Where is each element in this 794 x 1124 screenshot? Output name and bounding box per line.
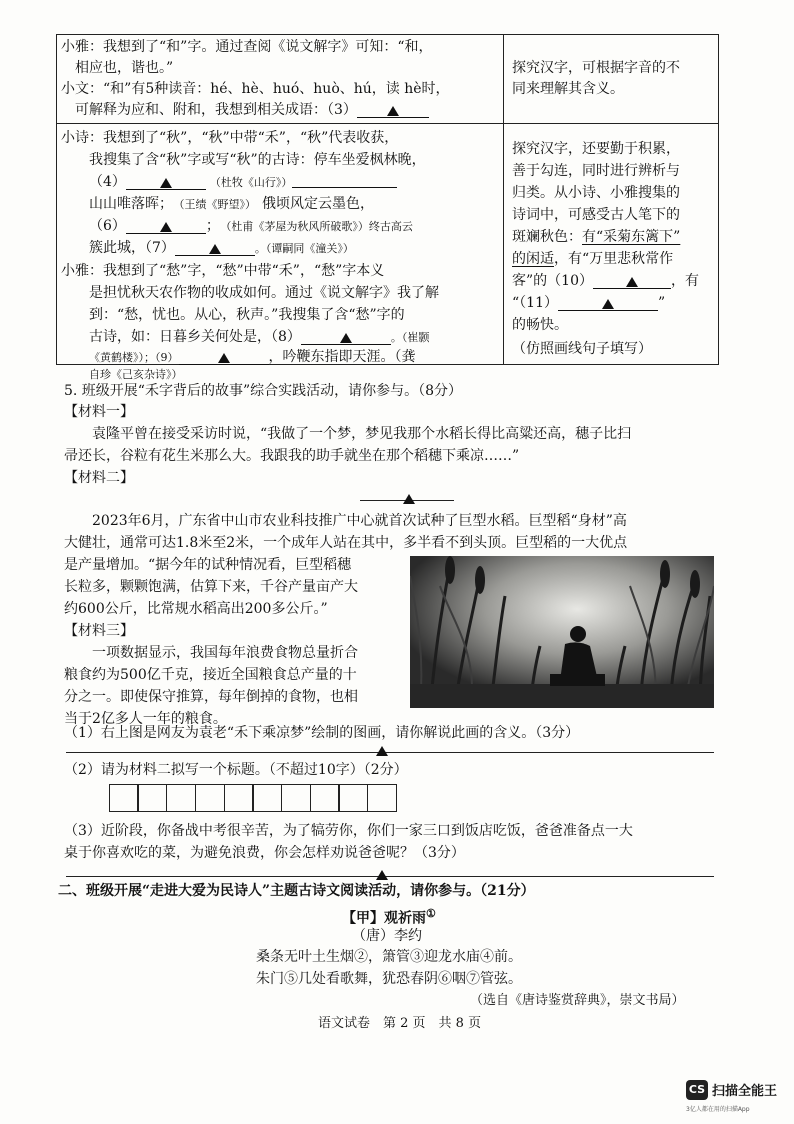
q5-sub2: （2）请为材料二拟写一个标题。（不超过10字）（2分） [64,762,408,778]
note-text: 客”的（10） [512,273,593,289]
answer-blank-9[interactable] [179,348,269,365]
material-1-label: 【材料一】 [64,404,134,420]
triangle-icon [160,222,172,232]
r2-line: 小诗：我想到了“秋”，“秋”中带“禾”，“秋”代表收获， [61,130,399,146]
r2-line: 自珍《己亥杂诗》） [89,368,183,381]
blank-num: （4） [89,174,126,190]
q5-sub3: （3）近阶段，你备战中考很辛苦，为了犒劳你，你们一家三口到饭店吃饭，爸爸准备点一大 [64,823,633,839]
page-footer: 语文试卷 第 2 页 共 8 页 [318,1016,482,1031]
section-2-title: 二、班级开展“走进大爱为民诗人”主题古诗文阅读活动，请你参与。（21分） [58,883,535,899]
triangle-icon [602,299,614,309]
r2-line [89,237,354,260]
material-2-text: 2023年6月，广东省中山市农业科技推广中心就首次试种了巨型水稻。巨型稻“身材”高 [92,513,627,529]
q5-title: 5. 班级开展“禾字背后的故事”综合实践活动，请你参与。（8分） [64,383,463,399]
r2-note [512,292,665,314]
underlined-example: 的闲适 [512,251,554,267]
material-3-text: 一项数据显示，我国每年浪费食物总量折合 [92,645,358,661]
poem-author: （唐）李约 [352,928,422,944]
poem-text: ，吟鞭东指即天涯。（龚 [268,349,416,365]
answer-blank-4b[interactable] [292,171,397,188]
r2-note: （仿照画线句子填写） [512,341,652,357]
cite: （王绩《野望》） [179,198,256,211]
r1-note: 同来理解其含义。 [512,81,624,97]
material-2-text: 是产量增加。“据今年的试种情况看，巨型稻穗 [64,557,352,573]
r2-note [512,226,680,248]
r1-line [75,99,429,121]
cite: （杜甫《茅屋为秋风所破歌》）终古高云 [225,220,413,233]
cite: 。（崔颢 [390,331,430,344]
poem-text: 俄顷风定云墨色， [262,196,374,212]
triangle-icon [626,277,638,287]
answer-blank-8[interactable] [301,328,391,345]
material-3-label: 【材料三】 [64,623,134,639]
answer-blank-6[interactable] [126,217,206,234]
r2-note [512,248,673,270]
r1-line-text: 可解释为应和、附和，我想到相关成语：（3） [75,102,357,118]
triangle-icon [218,353,230,363]
triangle-icon [209,244,221,254]
answer-blank-11[interactable] [558,294,658,311]
scanner-app-name: 扫描全能王 [712,1084,778,1099]
footnote-mark: ① [426,907,436,920]
poem-text: 古诗，如：日暮乡关何处是，（8） [89,329,301,345]
r2-line: 是担忧秋天农作物的收成如何。通过《说文解字》我了解 [89,285,439,301]
triangle-icon [340,333,352,343]
triangle-icon [374,741,390,760]
material-1-text: 帚还长，谷粒有花生米那么大。我跟我的助手就坐在那个稻穗下乘凉……” [64,448,520,464]
answer-line-1[interactable] [66,752,714,753]
r2-note: 归类。从小诗、小雅搜集的 [512,185,680,201]
answer-blank-7[interactable] [175,239,255,256]
triangle-icon [160,178,172,188]
r2-line [89,171,397,194]
punct: ； [205,218,220,234]
title-answer-boxes[interactable] [110,784,397,812]
answer-blank-4[interactable] [126,173,206,190]
illustration-svg [410,556,714,708]
r2-line: 我搜集了含“秋”字或写“秋”的古诗：停车坐爱枫林晚， [89,152,426,168]
material-2-text: 长粒多，颗颗饱满，估算下来，千谷产量亩产大 [64,579,358,595]
underlined-example: 有“采菊东篱下” [582,229,681,245]
r2-note: 的畅快。 [512,317,568,333]
scanner-logo-icon: CS [686,1080,708,1100]
note-text: ，有“万里悲秋常作 [554,251,674,267]
answer-line-3[interactable] [66,876,714,877]
cite: 《黄鹤楼》）；（9） [89,351,179,364]
r2-line: 到：“愁，忧也。从心，秋声。”我搜集了含“愁”字的 [89,307,405,323]
r2-note: 诗词中，可感受古人笔下的 [512,207,680,223]
scanner-tagline: 3亿人都在用的扫描App [686,1106,750,1113]
r2-line [89,215,413,238]
note-text: “（11） [512,295,558,311]
triangle-icon [387,106,399,116]
poem-title-text: 【甲】观祈雨 [342,910,426,927]
poem-line-2: 朱门⑤几处看歌舞，犹恐春阴⑥咽⑦管弦。 [256,971,522,987]
poem-text: 山山唯落晖； [89,196,173,212]
triangle-icon [401,489,417,508]
q5-sub1: （1）右上图是网友为袁老“禾下乘凉梦”绘制的图画，请你解说此画的含义。（3分） [64,725,580,741]
r1-line: 小雅：我想到了“和”字。通过查阅《说文解字》可知：“和， [61,39,433,55]
info-table [56,34,719,381]
r2-note [512,270,699,292]
answer-blank-3[interactable] [357,101,429,118]
r2-note: 善于勾连，同时进行辨析与 [512,163,680,179]
note-text: 斑斓秋色： [512,229,582,245]
poem-line-1: 桑条无叶土生烟②，箫管③迎龙水庙④前。 [256,949,522,965]
r1-line: 小文：“和”有5种读音：hé、hè、huó、huò、hú，读 hè时， [61,81,450,97]
r2-line: 小雅：我想到了“愁”字，“愁”中带“禾”，“愁”字本义 [61,263,385,279]
material-2-label: 【材料二】 [64,470,134,486]
r1-note: 探究汉字，可根据字音的不 [512,60,680,76]
answer-blank-10[interactable] [593,272,671,289]
note-text: ” [657,295,666,311]
cite: （杜牧《山行》） [209,176,293,189]
cite: 。（谭嗣同《潼关》） [254,242,354,255]
material-3-text: 当于2亿多人一年的粮食。 [64,711,227,727]
material-2-text: 约600公斤，比常规水稻高出200多公斤。” [64,601,328,617]
material-2-text: 大健壮，通常可达1.8米至2米，一个成年人站在其中，多半看不到头顶。巨型稻的一大优点 [64,535,628,551]
poem-text: 簇此城，（7） [89,240,175,256]
q5-sub3: 桌于你喜欢吃的菜，为避免浪费，你会怎样劝说爸爸呢？（3分） [64,845,465,861]
material-1-text: 袁隆平曾在接受采访时说，“我做了一个梦，梦见我那个水稻长得比高粱还高，穗子比扫 [92,426,632,442]
material-3-text: 粮食约为500亿千克，接近全国粮食总产量的十 [64,667,357,683]
r2-note: 探究汉字，还要勤于积累， [512,141,680,157]
rice-dream-illustration [410,556,714,708]
material-3-text: 分之一。即使保守推算，每年倒掉的食物，也相 [64,689,358,705]
r1-line: 相应也，谐也。” [75,60,174,76]
r2-line [89,193,374,216]
note-text: ，有 [670,273,699,289]
poem-source: （选自《唐诗鉴赏辞典》，崇文书局） [470,993,685,1008]
blank-num: （6） [89,218,126,234]
